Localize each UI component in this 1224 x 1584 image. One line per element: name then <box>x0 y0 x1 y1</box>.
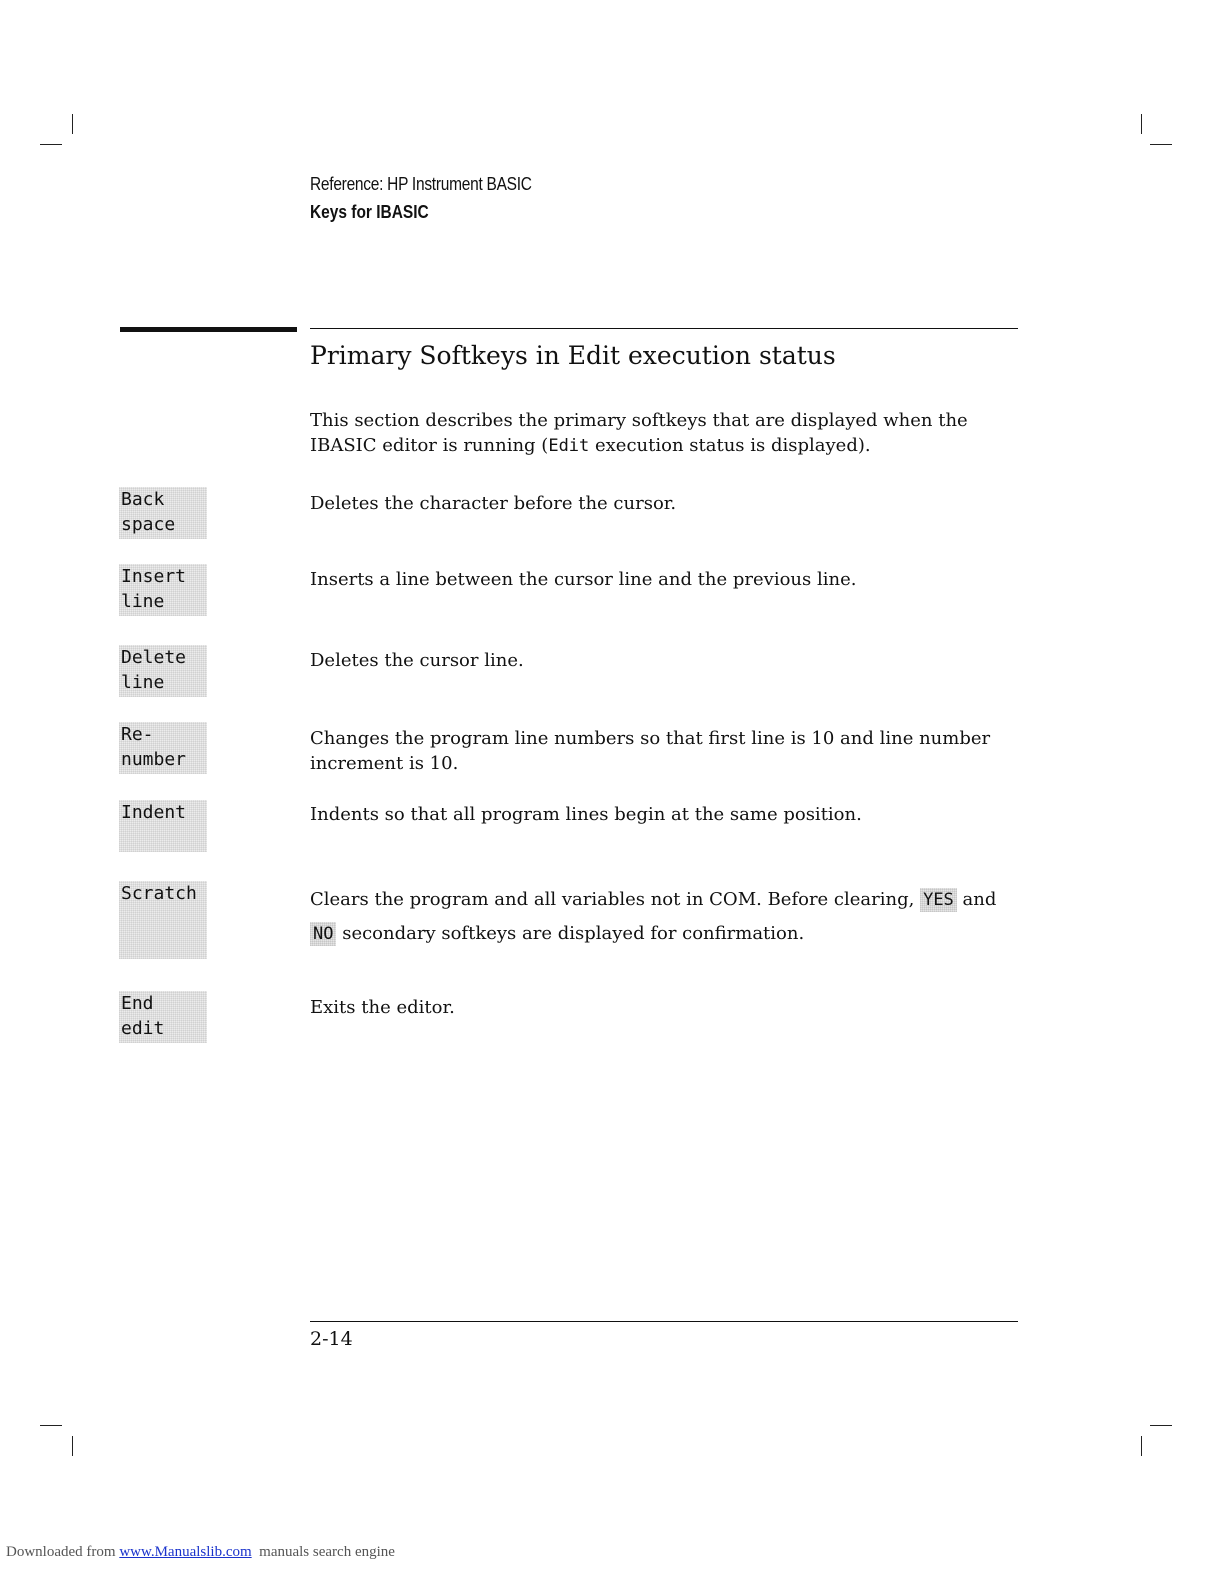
yes-softkey: YES <box>920 888 957 912</box>
softkey-delete-line: Delete line <box>119 645 207 697</box>
intro-text-before: This section describes the primary softkeys that are displayed when the IBASIC editor is running ( <box>310 410 968 456</box>
intro-text-after: execution status is displayed). <box>589 435 871 456</box>
softkey-description: Deletes the character before the cursor. <box>310 493 677 514</box>
page-title: Primary Softkeys in Edit execution status <box>310 341 836 370</box>
section-rule-thin <box>310 328 1018 329</box>
softkey-description: Deletes the cursor line. <box>310 650 524 671</box>
page-number: 2-14 <box>310 1328 353 1350</box>
softkey-description: Inserts a line between the cursor line and the previous line. <box>310 569 857 590</box>
download-footer <box>6 1544 395 1561</box>
crop-mark <box>72 1436 73 1456</box>
footer-prefix: Downloaded from <box>6 1544 120 1560</box>
softkey-scratch: Scratch <box>119 881 207 959</box>
crop-mark <box>1150 144 1172 145</box>
scratch-desc-part1: Clears the program and all variables not in COM. Before clearing, <box>310 889 921 910</box>
section-rule-thick <box>120 327 297 332</box>
crop-mark <box>72 114 73 134</box>
softkey-description: Exits the editor. <box>310 997 455 1018</box>
crop-mark <box>40 144 62 145</box>
softkey-description <box>310 883 1010 951</box>
softkey-end-edit: End edit <box>119 991 207 1043</box>
manualslib-link[interactable]: www.Manualslib.com <box>119 1544 252 1560</box>
softkey-description: Indents so that all program lines begin at the same position. <box>310 804 862 825</box>
softkey-renumber: Re- number <box>119 722 207 774</box>
crop-mark <box>1141 1436 1142 1456</box>
footer-rule <box>310 1321 1018 1322</box>
intro-paragraph <box>310 408 1010 459</box>
footer-suffix: manuals search engine <box>251 1544 395 1560</box>
scratch-desc-part3: secondary softkeys are displayed for confirmation. <box>336 923 805 944</box>
crop-mark <box>1150 1425 1172 1426</box>
crop-mark <box>1141 114 1142 134</box>
intro-code: Edit <box>548 436 590 456</box>
no-softkey: NO <box>310 922 336 946</box>
running-header-section: Keys for IBASIC <box>310 202 429 222</box>
scratch-desc-part2: and <box>956 889 997 910</box>
softkey-indent: Indent <box>119 800 207 852</box>
running-header-reference: Reference: HP Instrument BASIC <box>310 174 532 194</box>
softkey-back-space: Back space <box>119 487 207 539</box>
softkey-insert-line: Insert line <box>119 564 207 616</box>
crop-mark <box>40 1425 62 1426</box>
softkey-description: Changes the program line numbers so that first line is 10 and line number increment is 10. <box>310 728 991 774</box>
